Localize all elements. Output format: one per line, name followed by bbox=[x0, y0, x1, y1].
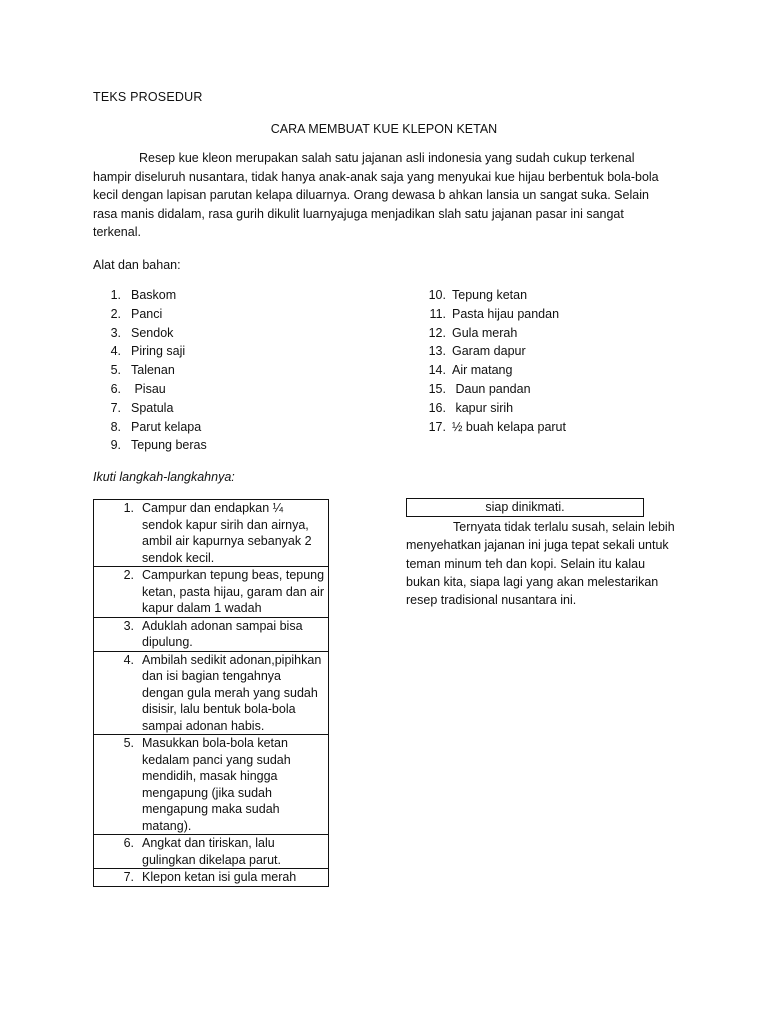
list-item: 9. Tepung beras bbox=[110, 438, 207, 453]
list-item: 14. Air matang bbox=[428, 363, 513, 378]
list-item: 4. Piring saji bbox=[110, 344, 186, 359]
list-item: 8. Parut kelapa bbox=[110, 419, 202, 434]
steps-label: Ikuti langkah-langkahnya: bbox=[93, 470, 235, 484]
table-row: 5. Masukkan bola-bola ketan kedalam panci yang sudah mendidih, masak hingga mengapung (jika sudah mengapung maka sudah matang). bbox=[94, 735, 329, 835]
tools-list-left bbox=[93, 286, 207, 455]
list-item: 12. Gula merah bbox=[428, 325, 518, 340]
list-item: 1. Baskom bbox=[110, 288, 177, 302]
table-row: 7. Klepon ketan isi gula merah bbox=[94, 869, 329, 887]
list-item: 6. Pisau bbox=[110, 381, 166, 396]
table-row: 1. Campur dan endapkan ¼ sendok kapur sirih dan airnya, ambil air kapurnya sebanyak 2 sendok kecil. bbox=[94, 500, 329, 567]
closing-paragraph bbox=[406, 518, 678, 609]
step-continuation-box: siap dinikmati. bbox=[406, 498, 644, 517]
steps-table bbox=[93, 499, 329, 887]
list-item: 11. Pasta hijau pandan bbox=[429, 306, 560, 321]
list-item: 10. Tepung ketan bbox=[428, 288, 528, 302]
list-item: 16. kapur sirih bbox=[428, 400, 514, 415]
tools-label: Alat dan bahan: bbox=[93, 258, 181, 272]
table-row: 3. Aduklah adonan sampai bisa dipulung. bbox=[94, 617, 329, 651]
list-item: 3. Sendok bbox=[110, 325, 174, 340]
table-row: 2. Campurkan tepung beas, tepung ketan, pasta hijau, garam dan air kapur dalam 1 wadah bbox=[94, 567, 329, 618]
list-item: 17. ½ buah kelapa parut bbox=[428, 419, 566, 434]
closing-text: Ternyata tidak terlalu susah, selain lebih menyehatkan jajanan ini juga tepat sekali untuk teman minum teh dan kopi. Selain itu kalau bukan kita, siapa lagi yang akan melestarikan resep tradisional nusantara ini. bbox=[406, 520, 675, 608]
list-item: 15. Daun pandan bbox=[428, 381, 531, 396]
tools-list-right bbox=[406, 286, 566, 436]
intro-paragraph bbox=[93, 149, 665, 242]
list-item: 2. Panci bbox=[110, 306, 163, 321]
list-item: 7. Spatula bbox=[110, 400, 174, 415]
document-heading: TEKS PROSEDUR bbox=[93, 90, 203, 104]
list-item: 13. Garam dapur bbox=[428, 344, 526, 359]
intro-text: Resep kue kleon merupakan salah satu jajanan asli indonesia yang sudah cukup terkenal hampir diseluruh nusantara, tidak hanya anak-anak saja yang menyukai kue hijau berbentuk bola-bola kecil dengan lapisan parutan kelapa diluarnya. Orang dewasa b ahkan lansia un sangat suka. Selain rasa manis didalam, rasa gurih dikulit luarnyajuga menjadikan slah satu jajanan pasar ini sangat terkenal. bbox=[93, 151, 659, 239]
table-row: 4. Ambilah sedikit adonan,pipihkan dan isi bagian tengahnya dengan gula merah yang sudah disisir, lalu bentuk bola-bola sampai adonan habis. bbox=[94, 651, 329, 735]
list-item: 5. Talenan bbox=[110, 363, 175, 378]
table-row: 6. Angkat dan tiriskan, lalu gulingkan dikelapa parut. bbox=[94, 835, 329, 869]
recipe-title: CARA MEMBUAT KUE KLEPON KETAN bbox=[270, 122, 498, 136]
